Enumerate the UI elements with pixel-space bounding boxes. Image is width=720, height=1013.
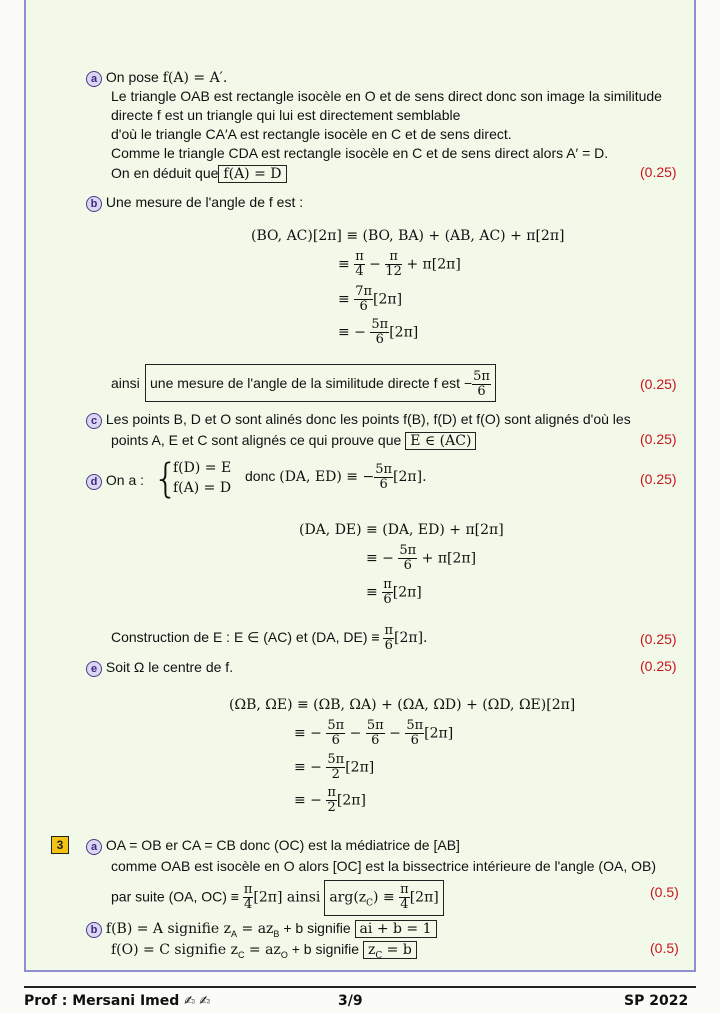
part-e-eq2: ≡ − $\frac{5\pi}{6}$ − $\frac{5\pi}{6}$ − $\frac{5\pi}{6}$ [2π] bbox=[294, 718, 454, 748]
part-d-points2: (0.25) bbox=[640, 631, 677, 647]
section3-b-box1: ai + b = 1 bbox=[355, 920, 437, 938]
part-c-result-box: E ∈ (AC) bbox=[405, 432, 476, 450]
section3-a-marker: a bbox=[86, 839, 102, 855]
system-brace: { bbox=[153, 456, 179, 502]
part-d-eq2: ≡ − $\frac{5\pi}{6}$ + π[2π] bbox=[366, 543, 477, 573]
part-a-marker: a bbox=[86, 71, 102, 87]
section3-b-line2: f(O) = C signifie $z_C = az_O + b$ signifie $z_C = b$ bbox=[111, 940, 417, 966]
footer-author: Prof : Mersani Imed ✍ ✍ bbox=[24, 993, 211, 1009]
part-b-eq4: ≡ − $\frac{5\pi}{6}$ [2π] bbox=[338, 317, 419, 347]
part-d-eq3: ≡ $\frac{\pi}{6}$ [2π] bbox=[366, 577, 422, 607]
section3-b-line1: b f(B) = A signifie $z_A = az_B + b$ signifie ai + b = 1 bbox=[86, 919, 437, 944]
part-a-line0: a On pose f(A) = A′. bbox=[86, 68, 227, 88]
part-e-eq4: ≡ − $\frac{\pi}{2}$ [2π] bbox=[294, 785, 366, 815]
part-b-eq3: ≡ $\frac{7\pi}{6}$ [2π] bbox=[338, 284, 403, 314]
section3-b-box2: $z_C = b$ bbox=[363, 941, 417, 959]
part-c-line1: c Les points B, D et O sont alinés donc les points f(B), f(D) et f(O) sont alignés d'où les bbox=[86, 410, 631, 429]
part-b-eq2: ≡ $\frac{\pi}{4}$ − $\frac{\pi}{12}$ + π[2π] bbox=[338, 249, 461, 279]
footer-page: 3/9 bbox=[338, 993, 363, 1009]
part-b-conclusion-box: une mesure de l'angle de la similitude directe f est − $\frac{5\pi}{6}$ bbox=[145, 364, 496, 402]
part-e-line0: e Soit Ω le centre de f. bbox=[86, 658, 233, 677]
part-b-eq1: (BO, AC)[2π] ≡ (BO, BA) + (AB, AC) + π[2π] bbox=[251, 228, 565, 244]
part-b-marker: b bbox=[86, 196, 102, 212]
part-a-line5: On en déduit que f(A) = D bbox=[111, 164, 287, 184]
section-3-badge: 3 bbox=[51, 836, 69, 854]
section3-b-points: (0.5) bbox=[650, 940, 679, 956]
part-c-line2: points A, E et C sont alignés ce qui prouve que E ∈ (AC) bbox=[111, 431, 476, 451]
part-a-line3: d'où le triangle CA′A est rectangle isocèle en C et de sens direct. bbox=[111, 126, 512, 142]
part-d-sys2: f(A) = D bbox=[173, 480, 232, 496]
part-a-line2: directe f est un triangle qui lui est directement semblable bbox=[111, 107, 461, 123]
part-b-conclusion-prefix: ainsi bbox=[111, 375, 140, 391]
part-e-points: (0.25) bbox=[640, 658, 677, 674]
part-c-marker: c bbox=[86, 413, 102, 429]
section3-a-result-box: $arg(z_C)$ ≡ $\frac{\pi}{4}$ [2π] bbox=[324, 880, 443, 916]
part-d-donc: donc (DA, ED) ≡ − $\frac{5\pi}{6}$ [2π]. bbox=[245, 462, 427, 492]
part-d-marker: d bbox=[86, 474, 102, 490]
footer-rule bbox=[24, 986, 696, 988]
section3-a-points: (0.5) bbox=[650, 884, 679, 900]
section3-b-marker: b bbox=[86, 922, 102, 938]
part-d-eq1: (DA, DE) ≡ (DA, ED) + π[2π] bbox=[299, 522, 504, 538]
part-d-construction: Construction de E : E ∈ (AC) et (DA, DE) ≡ $\frac{\pi}{6}$ [2π]. bbox=[111, 623, 428, 653]
part-a-result-box: f(A) = D bbox=[218, 165, 286, 183]
part-d-on-a: d On a : bbox=[86, 471, 144, 490]
part-e-eq3: ≡ − $\frac{5\pi}{2}$ [2π] bbox=[294, 752, 375, 782]
part-d-points: (0.25) bbox=[640, 471, 677, 487]
part-b-line0: b Une mesure de l'angle de f est : bbox=[86, 193, 303, 212]
footer-session: SP 2022 bbox=[624, 993, 689, 1009]
section3-a-line2: comme OAB est isocèle en O alors [OC] est la bissectrice intérieure de l'angle (OA, OB) bbox=[111, 858, 656, 874]
part-d-sys1: f(D) = E bbox=[173, 460, 232, 476]
part-a-line1: Le triangle OAB est rectangle isocèle en O et de sens direct donc son image la similitude bbox=[111, 88, 662, 104]
section3-a-line1: a OA = OB er CA = CB donc (OC) est la médiatrice de [AB] bbox=[86, 836, 460, 855]
pen-icon: ✍ ✍ bbox=[184, 994, 211, 1009]
section3-a-line3: par suite (OA, OC) ≡ $\frac{\pi}{4}$ [2π] ainsi $arg(z_C)$ ≡ $\frac{\pi}{4}$ [2π] bbox=[111, 880, 444, 916]
part-e-eq1: (ΩB, ΩE) ≡ (ΩB, ΩA) + (ΩA, ΩD) + (ΩD, ΩE)[2π] bbox=[229, 697, 576, 713]
part-c-points: (0.25) bbox=[640, 431, 677, 447]
part-b-points: (0.25) bbox=[640, 376, 677, 392]
part-a-line4: Comme le triangle CDA est rectangle isocèle en C et de sens direct alors A′ = D. bbox=[111, 145, 609, 161]
part-a-points: (0.25) bbox=[640, 164, 677, 180]
part-e-marker: e bbox=[86, 661, 102, 677]
